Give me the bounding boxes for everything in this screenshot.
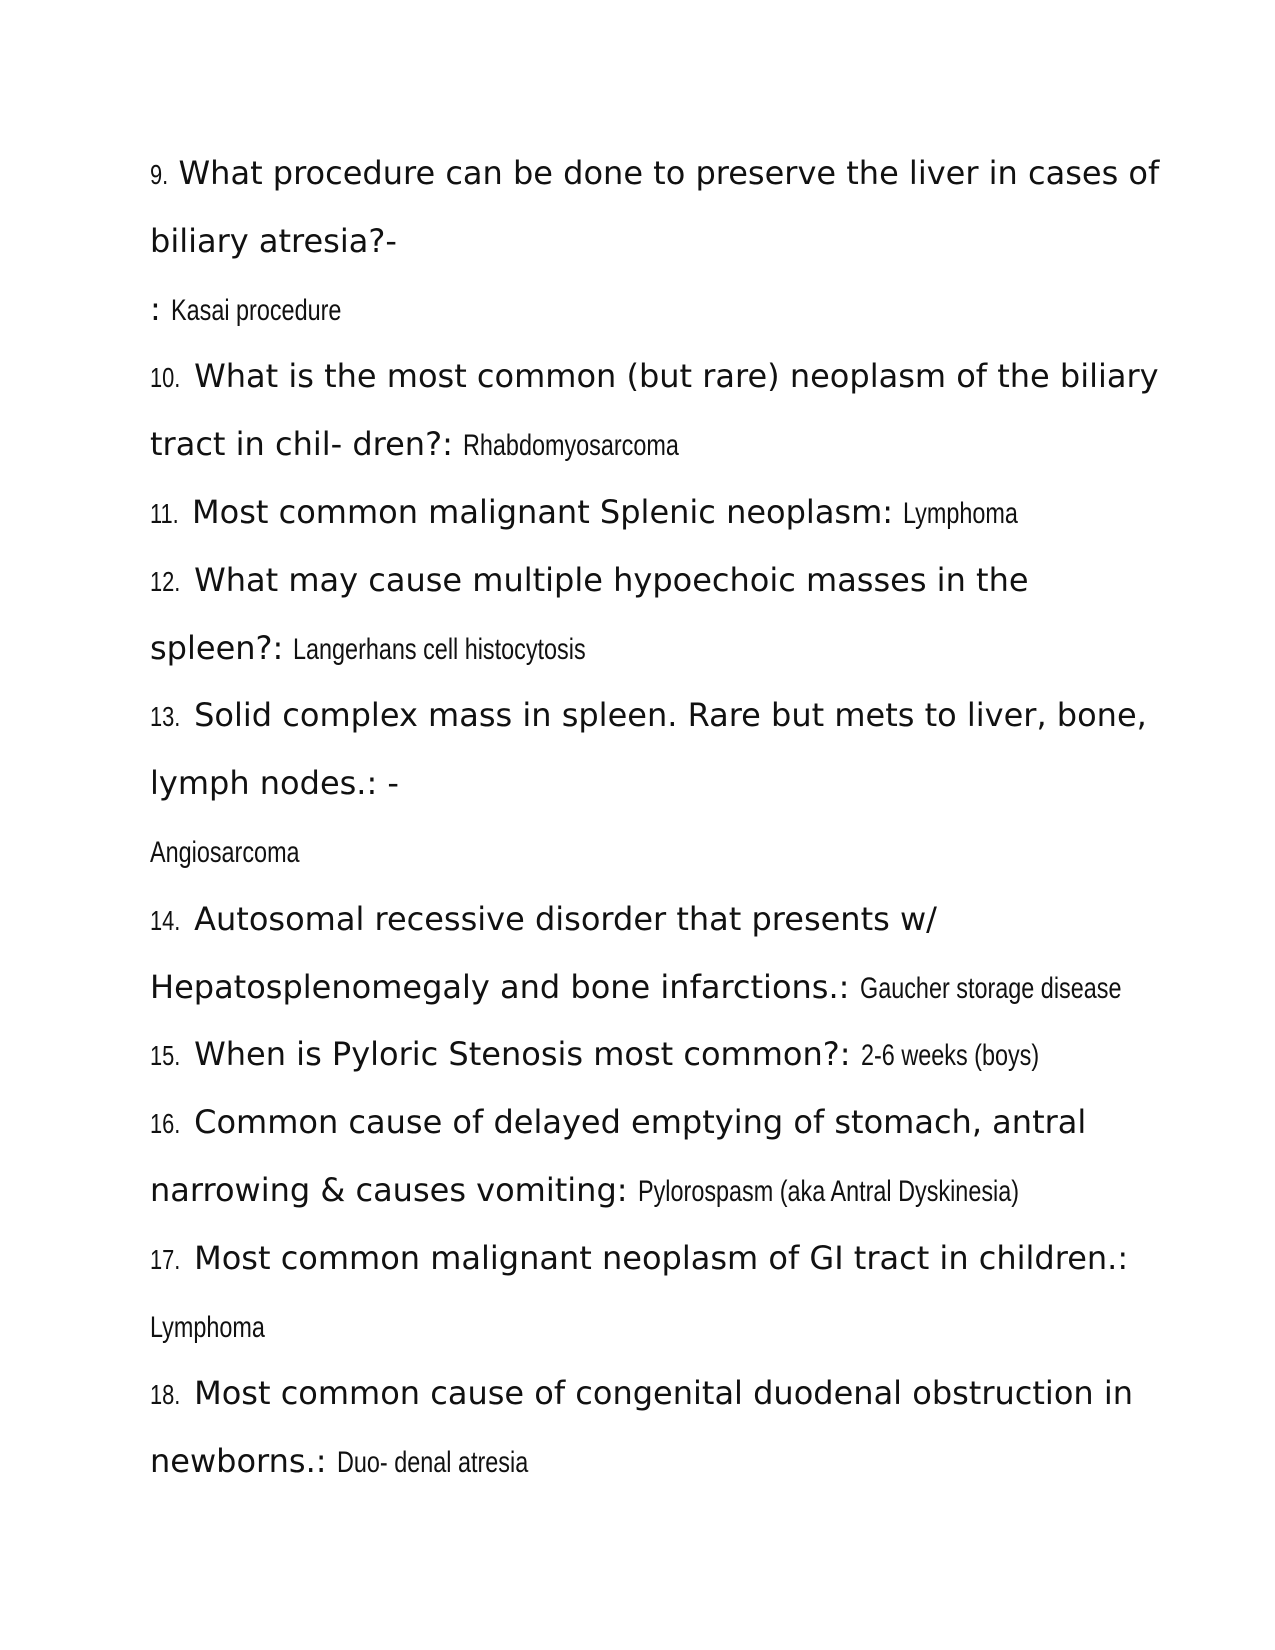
question-text: narrowing & causes vomiting: — [150, 1170, 628, 1209]
answer-text: Gaucher storage disease — [859, 971, 1122, 1005]
answer-text: Rhabdomyosarcoma — [463, 429, 679, 463]
question-9-line-1 — [150, 140, 1160, 208]
question-number: 10. — [150, 362, 181, 394]
answer-text: Angiosarcoma — [150, 835, 300, 869]
question-text: newborns.: — [150, 1442, 327, 1481]
question-text: biliary atresia?- — [150, 221, 397, 260]
answer-text: Duo- denal atresia — [336, 1446, 528, 1480]
question-number: 18. — [150, 1379, 181, 1411]
answer-prefix: : — [150, 289, 161, 328]
answer-text: Langerhans cell histocytosis — [293, 632, 587, 666]
answer-text: Pylorospasm (aka Antral Dyskinesia) — [637, 1174, 1019, 1208]
question-text: lymph nodes.: - — [150, 764, 399, 803]
question-number: 15. — [150, 1040, 181, 1072]
document-page — [150, 140, 1160, 1496]
question-number: 12. — [150, 565, 181, 597]
question-number: 17. — [150, 1243, 181, 1275]
question-13-line-2 — [150, 750, 1150, 818]
question-12-line-2 — [150, 615, 1150, 683]
answer-text: Lymphoma — [903, 496, 1019, 530]
question-text: Most common cause of congenital duodenal obstruction in — [194, 1374, 1134, 1413]
question-text: What is the most common (but rare) neoplasm of the biliary — [194, 357, 1159, 396]
question-text: Most common malignant neoplasm of GI tract in children.: — [194, 1238, 1129, 1277]
question-text: tract in chil- dren?: — [150, 425, 453, 464]
question-number: 11. — [150, 497, 179, 529]
question-14-line-1 — [150, 886, 1150, 954]
question-text: Hepatosplenomegaly and bone infarctions.: — [150, 967, 850, 1006]
question-10-line-2 — [150, 411, 1150, 479]
answer-9-line — [150, 276, 1150, 344]
question-11-line-1 — [150, 479, 1150, 547]
answer-text: Kasai procedure — [170, 293, 342, 327]
answer-17-line — [150, 1293, 1150, 1361]
question-text: Common cause of delayed emptying of stomach, antral — [194, 1103, 1087, 1142]
question-text: spleen?: — [150, 628, 284, 667]
question-text: Solid complex mass in spleen. Rare but mets to liver, bone, — [194, 696, 1147, 735]
question-18-line-2 — [150, 1428, 1150, 1496]
question-16-line-2 — [150, 1157, 1150, 1225]
question-13-line-1 — [150, 682, 1150, 750]
question-17-line-1 — [150, 1225, 1150, 1293]
question-12-line-1 — [150, 547, 1150, 615]
answer-13-line — [150, 818, 1150, 886]
question-9-line-2 — [150, 208, 1150, 276]
question-number: 14. — [150, 904, 181, 936]
question-number: 9. — [150, 159, 169, 190]
question-number: 13. — [150, 701, 181, 733]
question-10-line-1 — [150, 343, 1159, 411]
question-text: When is Pyloric Stenosis most common?: — [194, 1035, 851, 1074]
question-18-line-1 — [150, 1360, 1150, 1428]
question-text: What may cause multiple hypoechoic masses in the — [194, 560, 1029, 599]
question-text: What procedure can be done to preserve the liver in cases of — [178, 154, 1160, 192]
answer-text: 2-6 weeks (boys) — [860, 1039, 1039, 1073]
answer-text: Lymphoma — [150, 1310, 265, 1344]
question-16-line-1 — [150, 1089, 1150, 1157]
question-number: 16. — [150, 1108, 181, 1140]
question-14-line-2 — [150, 954, 1150, 1022]
question-text: Most common malignant Splenic neoplasm: — [192, 492, 894, 531]
question-text: Autosomal recessive disorder that presents w/ — [194, 899, 937, 938]
question-15-line-1 — [150, 1021, 1150, 1089]
